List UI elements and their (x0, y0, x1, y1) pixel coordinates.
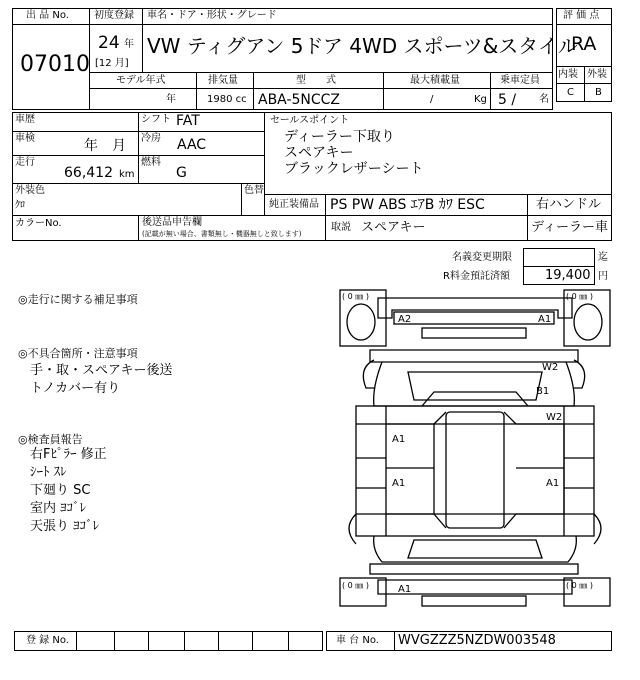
type-value: ABA-5NCCZ (258, 92, 341, 108)
model-year-value: 年 (166, 94, 176, 105)
damage-mark: A1 (398, 584, 412, 595)
first-reg-month: [12 月] (95, 58, 129, 69)
registration-label: 登 録 No. (26, 635, 69, 646)
other-equipment-label: 取説 (331, 222, 351, 233)
mileage-label: 走行 (15, 157, 35, 168)
sales-point-line: ブラックレザーシート (284, 161, 424, 177)
ext-color-label: 外装色 (15, 185, 45, 196)
tire-depth-label: ( 0 ㎜ ) (342, 292, 369, 301)
name-change-label: 名義変更期限 (452, 252, 512, 263)
inspector-line: ｼｰﾄ ｽﾚ (30, 465, 67, 480)
shift-value: FAT (176, 113, 200, 129)
first-reg-year: 24 (98, 33, 120, 53)
capacity-unit: 名 (539, 94, 549, 105)
defect-line: トノカバー有り (30, 381, 121, 396)
history-label: 車歴 (15, 114, 35, 125)
max-load-label: 最大積載量 (410, 75, 460, 86)
model-year-label: モデル年式 (116, 75, 166, 86)
grade-label: 評 価 点 (563, 10, 600, 21)
max-load-value: / (430, 94, 434, 105)
tire-depth-label: ( 0 ㎜ ) (342, 581, 369, 590)
driving-notes-label: ◎走行に関する補足事項 (18, 293, 138, 306)
interior-label: 内装 (558, 69, 578, 80)
color-change-label: 色替 (244, 185, 264, 196)
equipment-value: PS PW ABS ｴｱB ｶﾜ ESC (330, 197, 485, 213)
ac-label: 冷房 (141, 133, 161, 144)
chassis-number: WVGZZZ5NZDW003548 (398, 633, 556, 648)
car-name: VW ティグアン 5ドア 4WD スポーツ&スタイル (147, 34, 578, 58)
color-no-label: カラーNo. (15, 218, 62, 229)
type-label: 型 式 (296, 75, 336, 86)
damage-mark: A1 (546, 478, 560, 489)
displacement-label: 排気量 (208, 75, 238, 86)
defect-notes-label: ◎不具合箇所・注意事項 (18, 347, 138, 360)
damage-mark: W2 (546, 412, 563, 423)
dealer-value: ディーラー車 (531, 220, 608, 235)
tire-depth-label: ( 0 ㎜ ) (566, 581, 593, 590)
tire-depth-label: ( 0 ㎜ ) (566, 292, 593, 301)
aftermarket-note: (記載が無い場合、書類無し・機器無しと致します) (142, 230, 302, 238)
damage-mark: A1 (538, 314, 552, 325)
interior-grade: C (567, 87, 574, 98)
inspector-line: 下廻り SC (30, 483, 91, 498)
inspector-line: 室内 ﾖｺﾞﾚ (30, 501, 87, 516)
car-damage-diagram (338, 288, 612, 608)
capacity-label: 乗車定員 (500, 75, 540, 86)
fuel-value: G (176, 165, 187, 181)
grade-value: RA (571, 33, 597, 55)
chassis-label: 車 台 No. (336, 635, 379, 646)
shift-label: シフト (141, 114, 171, 125)
fuel-label: 燃料 (141, 157, 161, 168)
car-name-label: 車名・ドア・形状・グレード (147, 10, 277, 21)
exterior-grade: B (595, 87, 602, 98)
lot-label: 出 品 No. (26, 10, 69, 21)
exterior-label: 外装 (587, 69, 607, 80)
damage-mark: A1 (392, 478, 406, 489)
damage-mark: A1 (392, 434, 406, 445)
recycle-unit: 円 (598, 271, 608, 282)
lot-number: 07010 (20, 52, 90, 77)
first-reg-year-unit: 年 (124, 39, 134, 50)
handle-value: 右ハンドル (536, 197, 602, 212)
capacity-value: 5 / (498, 92, 517, 108)
recycle-value: 19,400 (545, 268, 591, 283)
ac-value: AAC (177, 137, 207, 153)
sales-point-label: セールスポイント (270, 115, 350, 126)
defect-line: 手・取・スペアキー後送 (30, 363, 173, 378)
mileage-value: 66,412 (64, 165, 113, 181)
sales-point-line: スペアキー (284, 145, 354, 161)
inspection-label: 車検 (15, 133, 35, 144)
damage-mark: W2 (542, 362, 559, 373)
inspection-value: 年 月 (84, 138, 126, 154)
inspector-line: 天張り ﾖｺﾞﾚ (30, 519, 100, 534)
other-equipment-value: スペアキー (361, 220, 426, 235)
mileage-unit: km (119, 169, 135, 180)
name-change-box[interactable] (523, 248, 595, 267)
sales-point-line: ディーラー下取り (284, 129, 395, 145)
first-reg-label: 初度登録 (94, 10, 134, 21)
aftermarket-label: 後送品申告欄 (142, 217, 202, 228)
inspector-label: ◎検査員報告 (18, 433, 83, 446)
displacement-value: 1980 cc (207, 94, 247, 105)
ext-color-value: ｸﾛ (15, 200, 25, 211)
max-load-unit: Kg (474, 94, 487, 105)
name-change-unit: 迄 (598, 252, 608, 263)
inspector-line: 右Fﾋﾟﾗｰ 修正 (30, 447, 107, 462)
damage-mark: B1 (536, 386, 550, 397)
recycle-label: R料金預託済額 (443, 271, 510, 282)
damage-mark: A2 (398, 314, 412, 325)
equipment-label: 純正装備品 (269, 199, 319, 210)
